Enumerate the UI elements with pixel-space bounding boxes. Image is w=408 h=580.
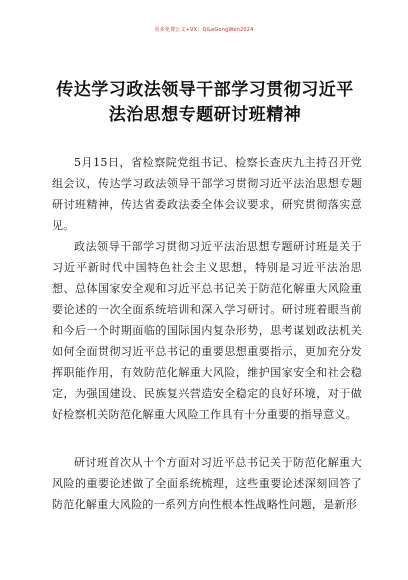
watermark-text: 更多免费公文+VX：QiLeGongWen2024	[154, 27, 254, 33]
paragraph-3: 研讨班首次从十个方面对习近平总书记关于防范化解重大风险的重要论述做了全面系统梳理，这些重要论述深刻回答了防范化解重大风险的一系列方向性根本性战略性问题，是新形	[52, 456, 362, 511]
paragraph-2: 政法领导干部学习贯彻习近平法治思想专题研讨班是关于习近平新时代中国特色社会主义思想，特别是习近平法治思想、总体国家安全观和习近平总书记关于防范化解重大风险重要论述的一次全面系统培训和深入学习研讨。研讨班着眼当前和今后一个时期面临的国际国内复杂形势，思考谋划政法机关如何全面贯彻习近平总书记的重要思想重要指示，更加充分发挥职能作用，有效防范化解重大风险，维护国家安全和社会稳定，为强国建设、民族复兴营造安全稳定的良好环境，对于做好检察机关防范化解重大风险工作具有十分重要的指导意义。	[52, 240, 362, 421]
paragraph-1: 5月15日，省检察院党组书记、检察长查庆九主持召开党组会议，传达学习政法领导干部学习贯彻习近平法治思想专题研讨班精神，传达省委政法委全体会议要求，研究贯彻落实意见。	[52, 156, 362, 232]
document-title: 传达学习政法领导干部学习贯彻习近平法治思想专题研讨班精神	[56, 80, 354, 125]
